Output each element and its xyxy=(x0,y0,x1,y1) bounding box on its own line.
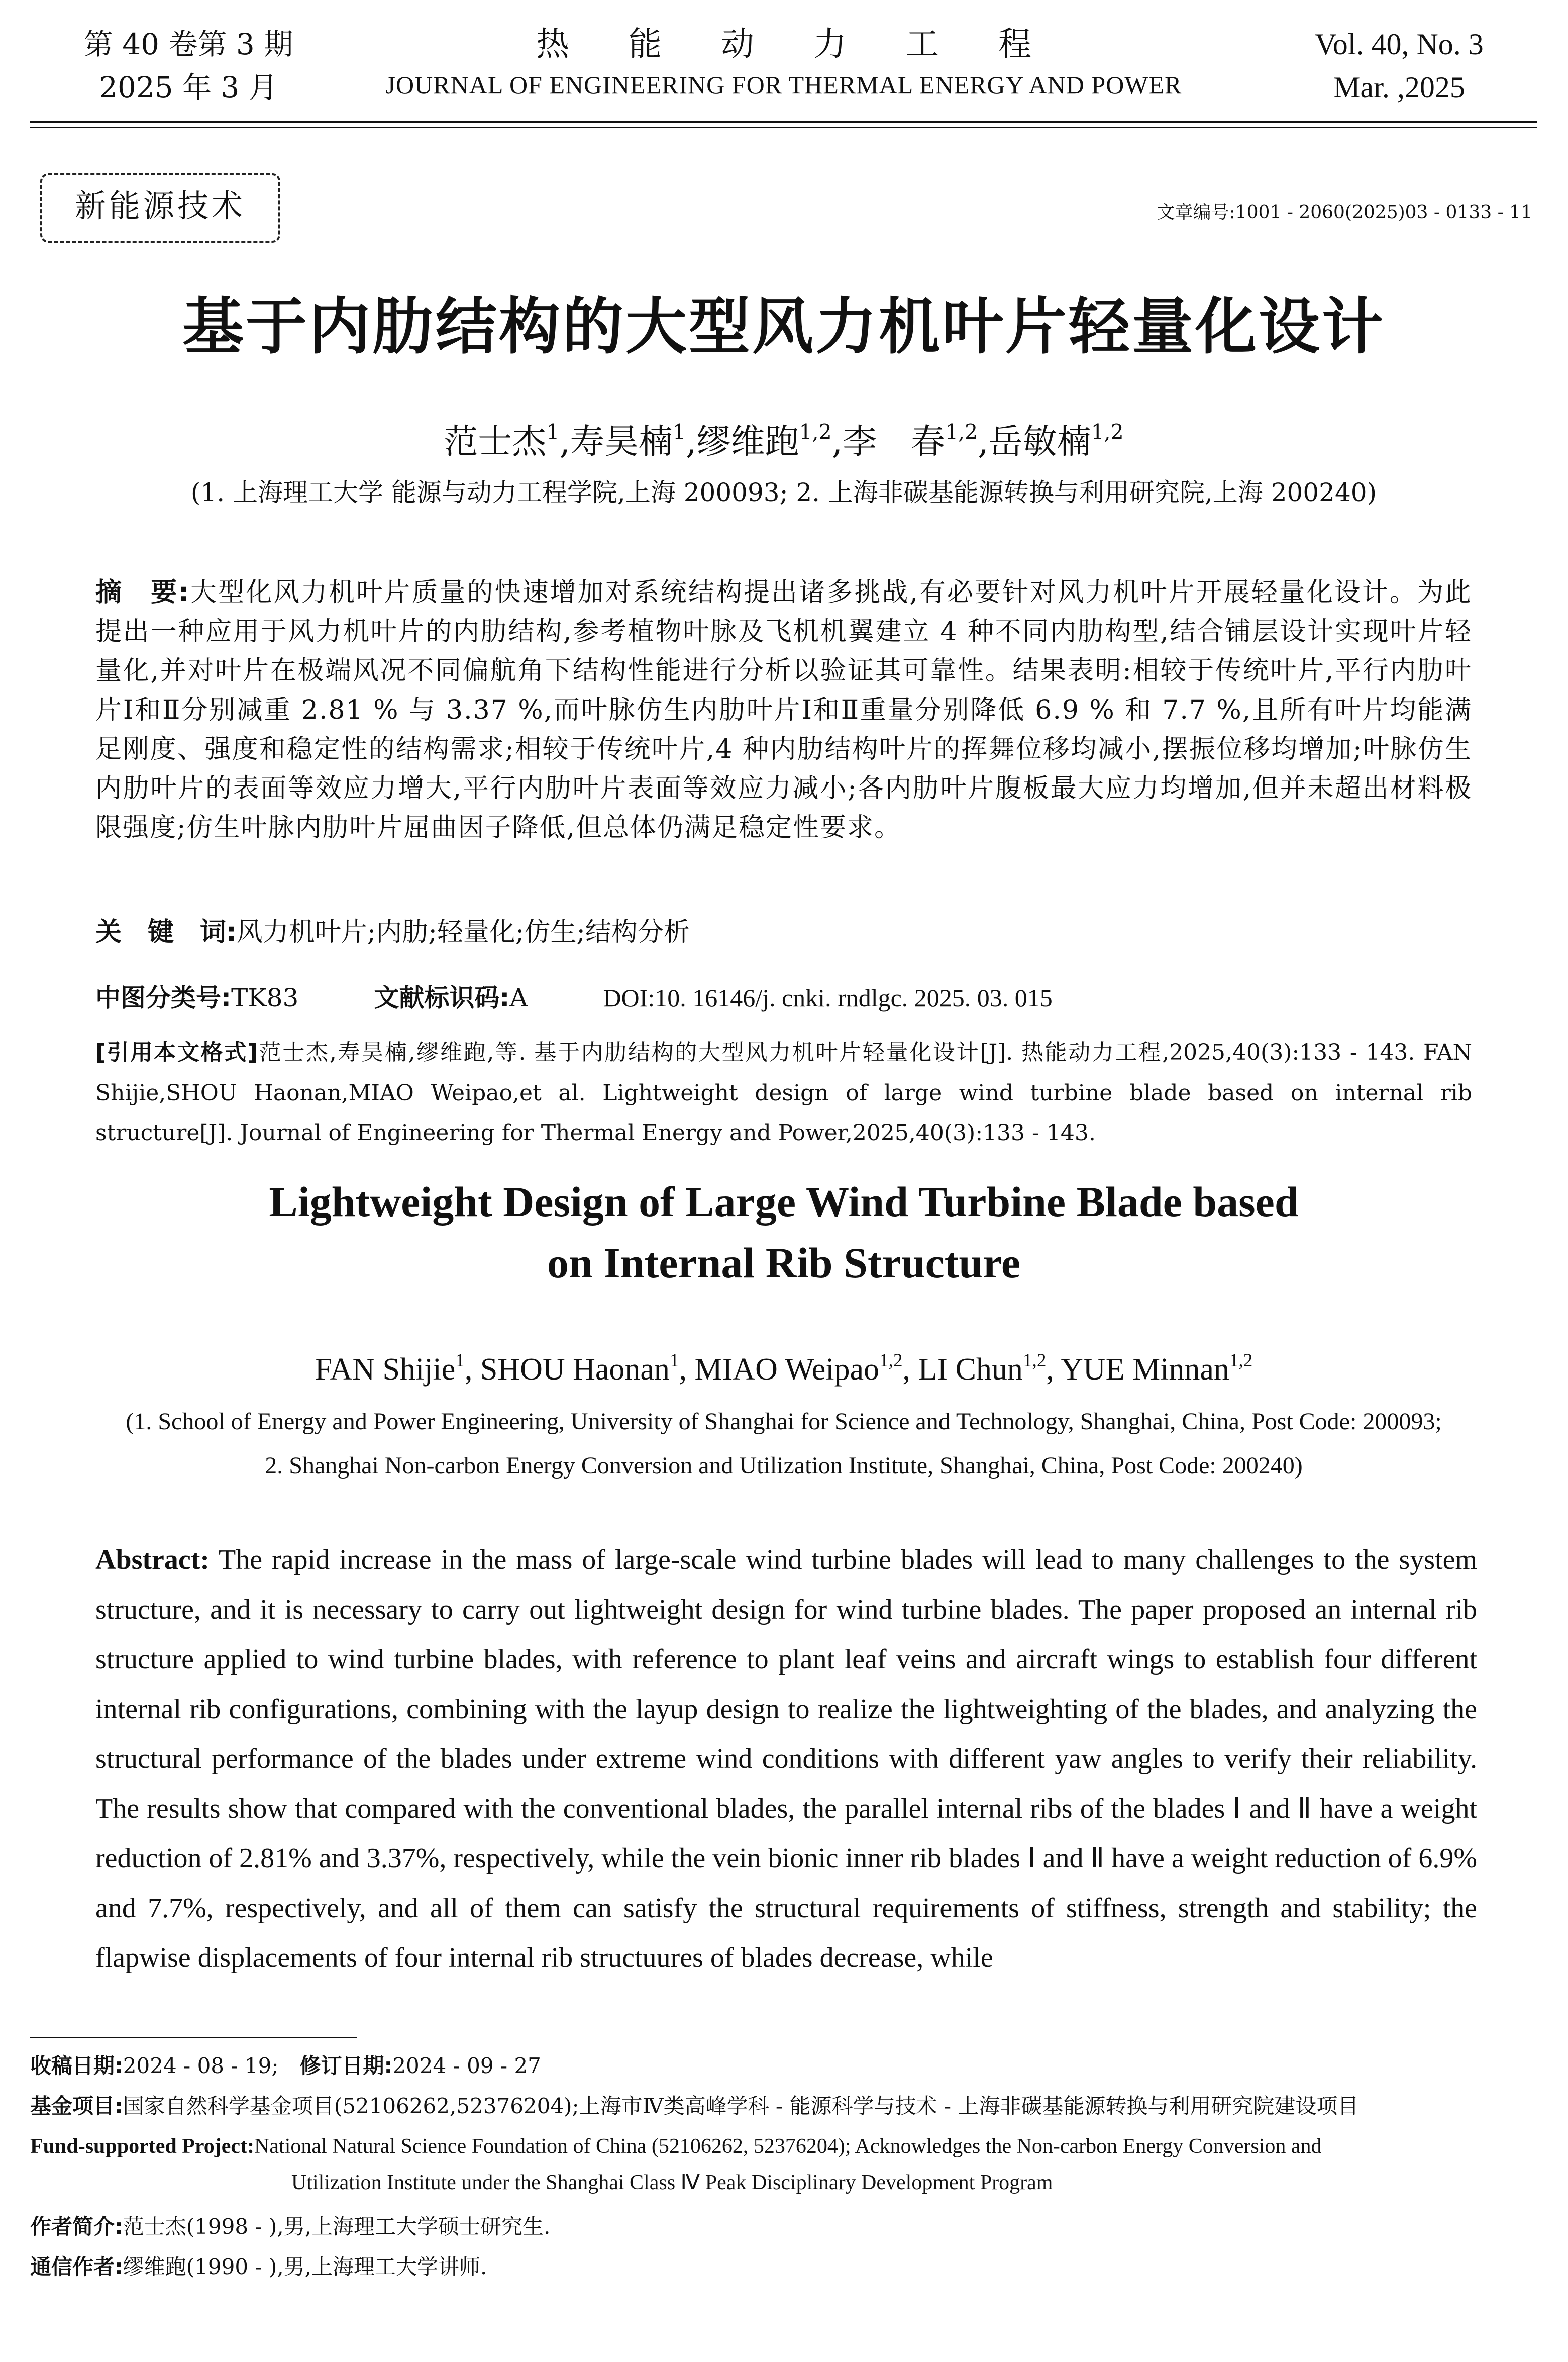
keywords-cn xyxy=(95,912,1472,952)
journal-name-cn: 热能动力工程 xyxy=(536,25,1091,63)
author-affil-mark: 1,2 xyxy=(1091,420,1124,444)
author-affil-mark: 1 xyxy=(455,1350,465,1371)
citation-text: 范士杰,寿昊楠,缪维跑,等. 基于内肋结构的大型风力机叶片轻量化设计[J]. 热能动力工程,2025,40(3):133 - 143. FAN Shijie,SHOU Haonan,MIAO Weipao,et al. Lightweight design of large wind turbine blade based on internal rib structure[J]. Journal of Engineering for Thermal Energy and Power,2025,40(3):133 - 143. xyxy=(95,1040,1472,1146)
issue-date-en: Mar. ,2025 xyxy=(1333,71,1465,104)
journal-name-en: JOURNAL OF ENGINEERING FOR THERMAL ENERGY AND POWER xyxy=(385,71,1182,99)
abstract-cn-text: 大型化风力机叶片质量的快速增加对系统结构提出诸多挑战,有必要针对风力机叶片开展轻量化设计。为此提出一种应用于风力机叶片的内肋结构,参考植物叶脉及飞机机翼建立 4 种不同内肋构型,结合铺层设计实现叶片轻量化,并对叶片在极端风况不同偏航角下结构性能进行分析以验证其可靠性。结果表明:相较于传统叶片,平行内肋叶片Ⅰ和Ⅱ分别减重 2.81 % 与 3.37 %,而叶脉仿生内肋叶片Ⅰ和Ⅱ重量分别降低 6.9 % 和 7.7 %,且所有叶片均能满足刚度、强度和稳定性的结构需求;相较于传统叶片,4 种内肋结构叶片的挥舞位移均减小,摆振位移均增加;叶脉仿生内肋叶片的表面等效应力增大,平行内肋叶片表面等效应力减小;各内肋叶片腹板最大应力均增加,但并未超出材料极限强度;仿生叶脉内肋叶片屈曲因子降低,但总体仍满足稳定性要求。 xyxy=(95,577,1472,843)
author-affil-mark: 1,2 xyxy=(879,1350,903,1371)
revised-date: 2024 - 09 - 27 xyxy=(392,2053,541,2078)
author-name: LI Chun xyxy=(918,1352,1023,1387)
abstract-en xyxy=(95,1535,1477,1983)
author-name: 范士杰 xyxy=(444,422,547,462)
issue-info-en xyxy=(1281,23,1517,109)
author-affil-mark: 1,2 xyxy=(1229,1350,1253,1371)
fund-cn-label: 基金项目: xyxy=(30,2094,123,2118)
affiliation-en-line1: (1. School of Energy and Power Engineering, University of Shanghai for Science and Technology, Shanghai, China, Post Code: 200093; xyxy=(126,1408,1442,1435)
fund-cn xyxy=(30,2088,1537,2124)
fund-en-line1: National Natural Science Foundation of China (52106262, 52376204); Acknowledges the Non-carbon Energy Conversion and xyxy=(254,2135,1322,2158)
author-affil-mark: 1 xyxy=(673,420,686,444)
corresponding-author xyxy=(30,2249,1537,2285)
paper-title-en-line2: on Internal Rib Structure xyxy=(547,1239,1021,1287)
author-bio-text: 范士杰(1998 - ),男,上海理工大学硕士研究生. xyxy=(123,2214,551,2239)
author-list-en: FAN Shijie$^1$, SHOU Haonan$^1$, MIAO Weipao$^{1,2}$, LI Chun$^{1,2}$, YUE Minnan$^{1,2}$ xyxy=(315,1350,1253,1387)
issue-volume-en: Vol. 40, No. 3 xyxy=(1315,28,1484,61)
clc-code: TK83 xyxy=(231,983,299,1012)
author-affil-mark: 1,2 xyxy=(799,420,832,444)
received-date: 2024 - 08 - 19; xyxy=(123,2053,279,2078)
abstract-cn-label: 摘 要: xyxy=(95,577,190,608)
header-rule-thick xyxy=(30,121,1537,123)
doi: DOI:10. 16146/j. cnki. rndlgc. 2025. 03. 015 xyxy=(603,983,1053,1012)
footnote-rule xyxy=(30,2037,357,2038)
received-label: 收稿日期: xyxy=(30,2053,123,2078)
header-rule-thin xyxy=(30,127,1537,128)
doc-code: A xyxy=(509,983,528,1012)
fund-en-line2: Utilization Institute under the Shanghai Class Ⅳ Peak Disciplinary Development Program xyxy=(291,2171,1053,2194)
author-name: YUE Minnan xyxy=(1061,1352,1229,1387)
author-affil-mark: 1,2 xyxy=(1022,1350,1047,1371)
author-name: 岳敏楠 xyxy=(988,422,1091,462)
abstract-en-label: Abstract: xyxy=(95,1544,210,1576)
citation-label: [引用本文格式] xyxy=(95,1040,258,1065)
paper-title-cn: 基于内肋结构的大型风力机叶片轻量化设计 xyxy=(182,291,1385,362)
citation-format xyxy=(95,1033,1472,1153)
corresponding-author-text: 缪维跑(1990 - ),男,上海理工大学讲师. xyxy=(123,2254,487,2279)
revised-label: 修订日期: xyxy=(299,2053,393,2078)
fund-en-label: Fund-supported Project: xyxy=(30,2135,255,2158)
author-name: 缪维跑 xyxy=(696,422,799,462)
fund-cn-text: 国家自然科学基金项目(52106262,52376204);上海市Ⅳ类高峰学科 - 能源科学与技术 - 上海非碳基能源转换与利用研究院建设项目 xyxy=(123,2094,1359,2118)
corresponding-author-label: 通信作者: xyxy=(30,2254,123,2279)
affiliation-cn: (1. 上海理工大学 能源与动力工程学院,上海 200093; 2. 上海非碳基能源转换与利用研究院,上海 200240) xyxy=(190,478,1377,507)
clc-label: 中图分类号: xyxy=(95,983,231,1012)
doc-code-label: 文献标识码: xyxy=(374,983,510,1012)
author-bio-label: 作者简介: xyxy=(30,2214,123,2239)
received-dates xyxy=(30,2048,1537,2084)
article-number: 文章编号:1001 - 2060(2025)03 - 0133 - 11 xyxy=(1157,202,1532,223)
abstract-cn xyxy=(95,573,1472,847)
author-affil-mark: 1,2 xyxy=(945,420,978,444)
section-tag: 新能源技术 xyxy=(74,187,246,224)
paper-title-en-line1: Lightweight Design of Large Wind Turbine Blade based xyxy=(269,1177,1299,1226)
issue-info xyxy=(48,23,329,109)
affiliation-en-line2: 2. Shanghai Non-carbon Energy Conversion and Utilization Institute, Shanghai, China, Post Code: 200240) xyxy=(265,1452,1303,1479)
paper-title-en xyxy=(30,1171,1537,1294)
author-name: 寿昊楠 xyxy=(570,422,673,462)
author-bio xyxy=(30,2209,1537,2245)
fund-en xyxy=(30,2128,1537,2201)
issue-date-cn: 2025 年 3 月 xyxy=(99,70,278,105)
keywords-cn-text: 风力机叶片;内肋;轻量化;仿生;结构分析 xyxy=(236,917,690,947)
author-list-cn: 范士杰$^1$,寿昊楠$^1$,缪维跑$^{1,2}$,李 春$^{1,2}$,岳敏楠$^{1,2}$ xyxy=(444,420,1124,462)
author-name: MIAO Weipao xyxy=(694,1352,880,1387)
keywords-cn-label: 关 键 词: xyxy=(95,917,237,947)
author-affil-mark: 1 xyxy=(669,1350,679,1371)
abstract-en-text: The rapid increase in the mass of large-scale wind turbine blades will lead to many challenges to the system structure, and it is necessary to carry out lightweight design for wind turbine blades. The paper proposed an internal rib structure applied to wind turbine blades, with reference to plant leaf veins and aircraft wings to establish four different internal rib configurations, combining with the layup design to realize the lightweighting of the blades, and analyzing the structural performance of the blades under extreme wind conditions with different yaw angles to verify their reliability. The results show that compared with the conventional blades, the parallel internal ribs of the blades Ⅰ and Ⅱ have a weight reduction of 2.81% and 3.37%, respectively, while the vein bionic inner rib blades Ⅰ and Ⅱ have a weight reduction of 6.9% and 7.7%, respectively, and all of them can satisfy the structural requirements of stiffness, strength and stability; the flapwise displacements of four internal rib structuures of blades decrease, while xyxy=(95,1544,1477,1974)
classification-line xyxy=(95,977,1472,1018)
author-affil-mark: 1 xyxy=(546,420,560,444)
journal-name xyxy=(352,23,1216,104)
author-name: FAN Shijie xyxy=(315,1352,456,1387)
affiliation-en xyxy=(5,1400,1562,1488)
author-name: SHOU Haonan xyxy=(480,1352,670,1387)
issue-volume-cn: 第 40 卷第 3 期 xyxy=(83,27,293,61)
author-name: 李 春 xyxy=(843,422,946,462)
